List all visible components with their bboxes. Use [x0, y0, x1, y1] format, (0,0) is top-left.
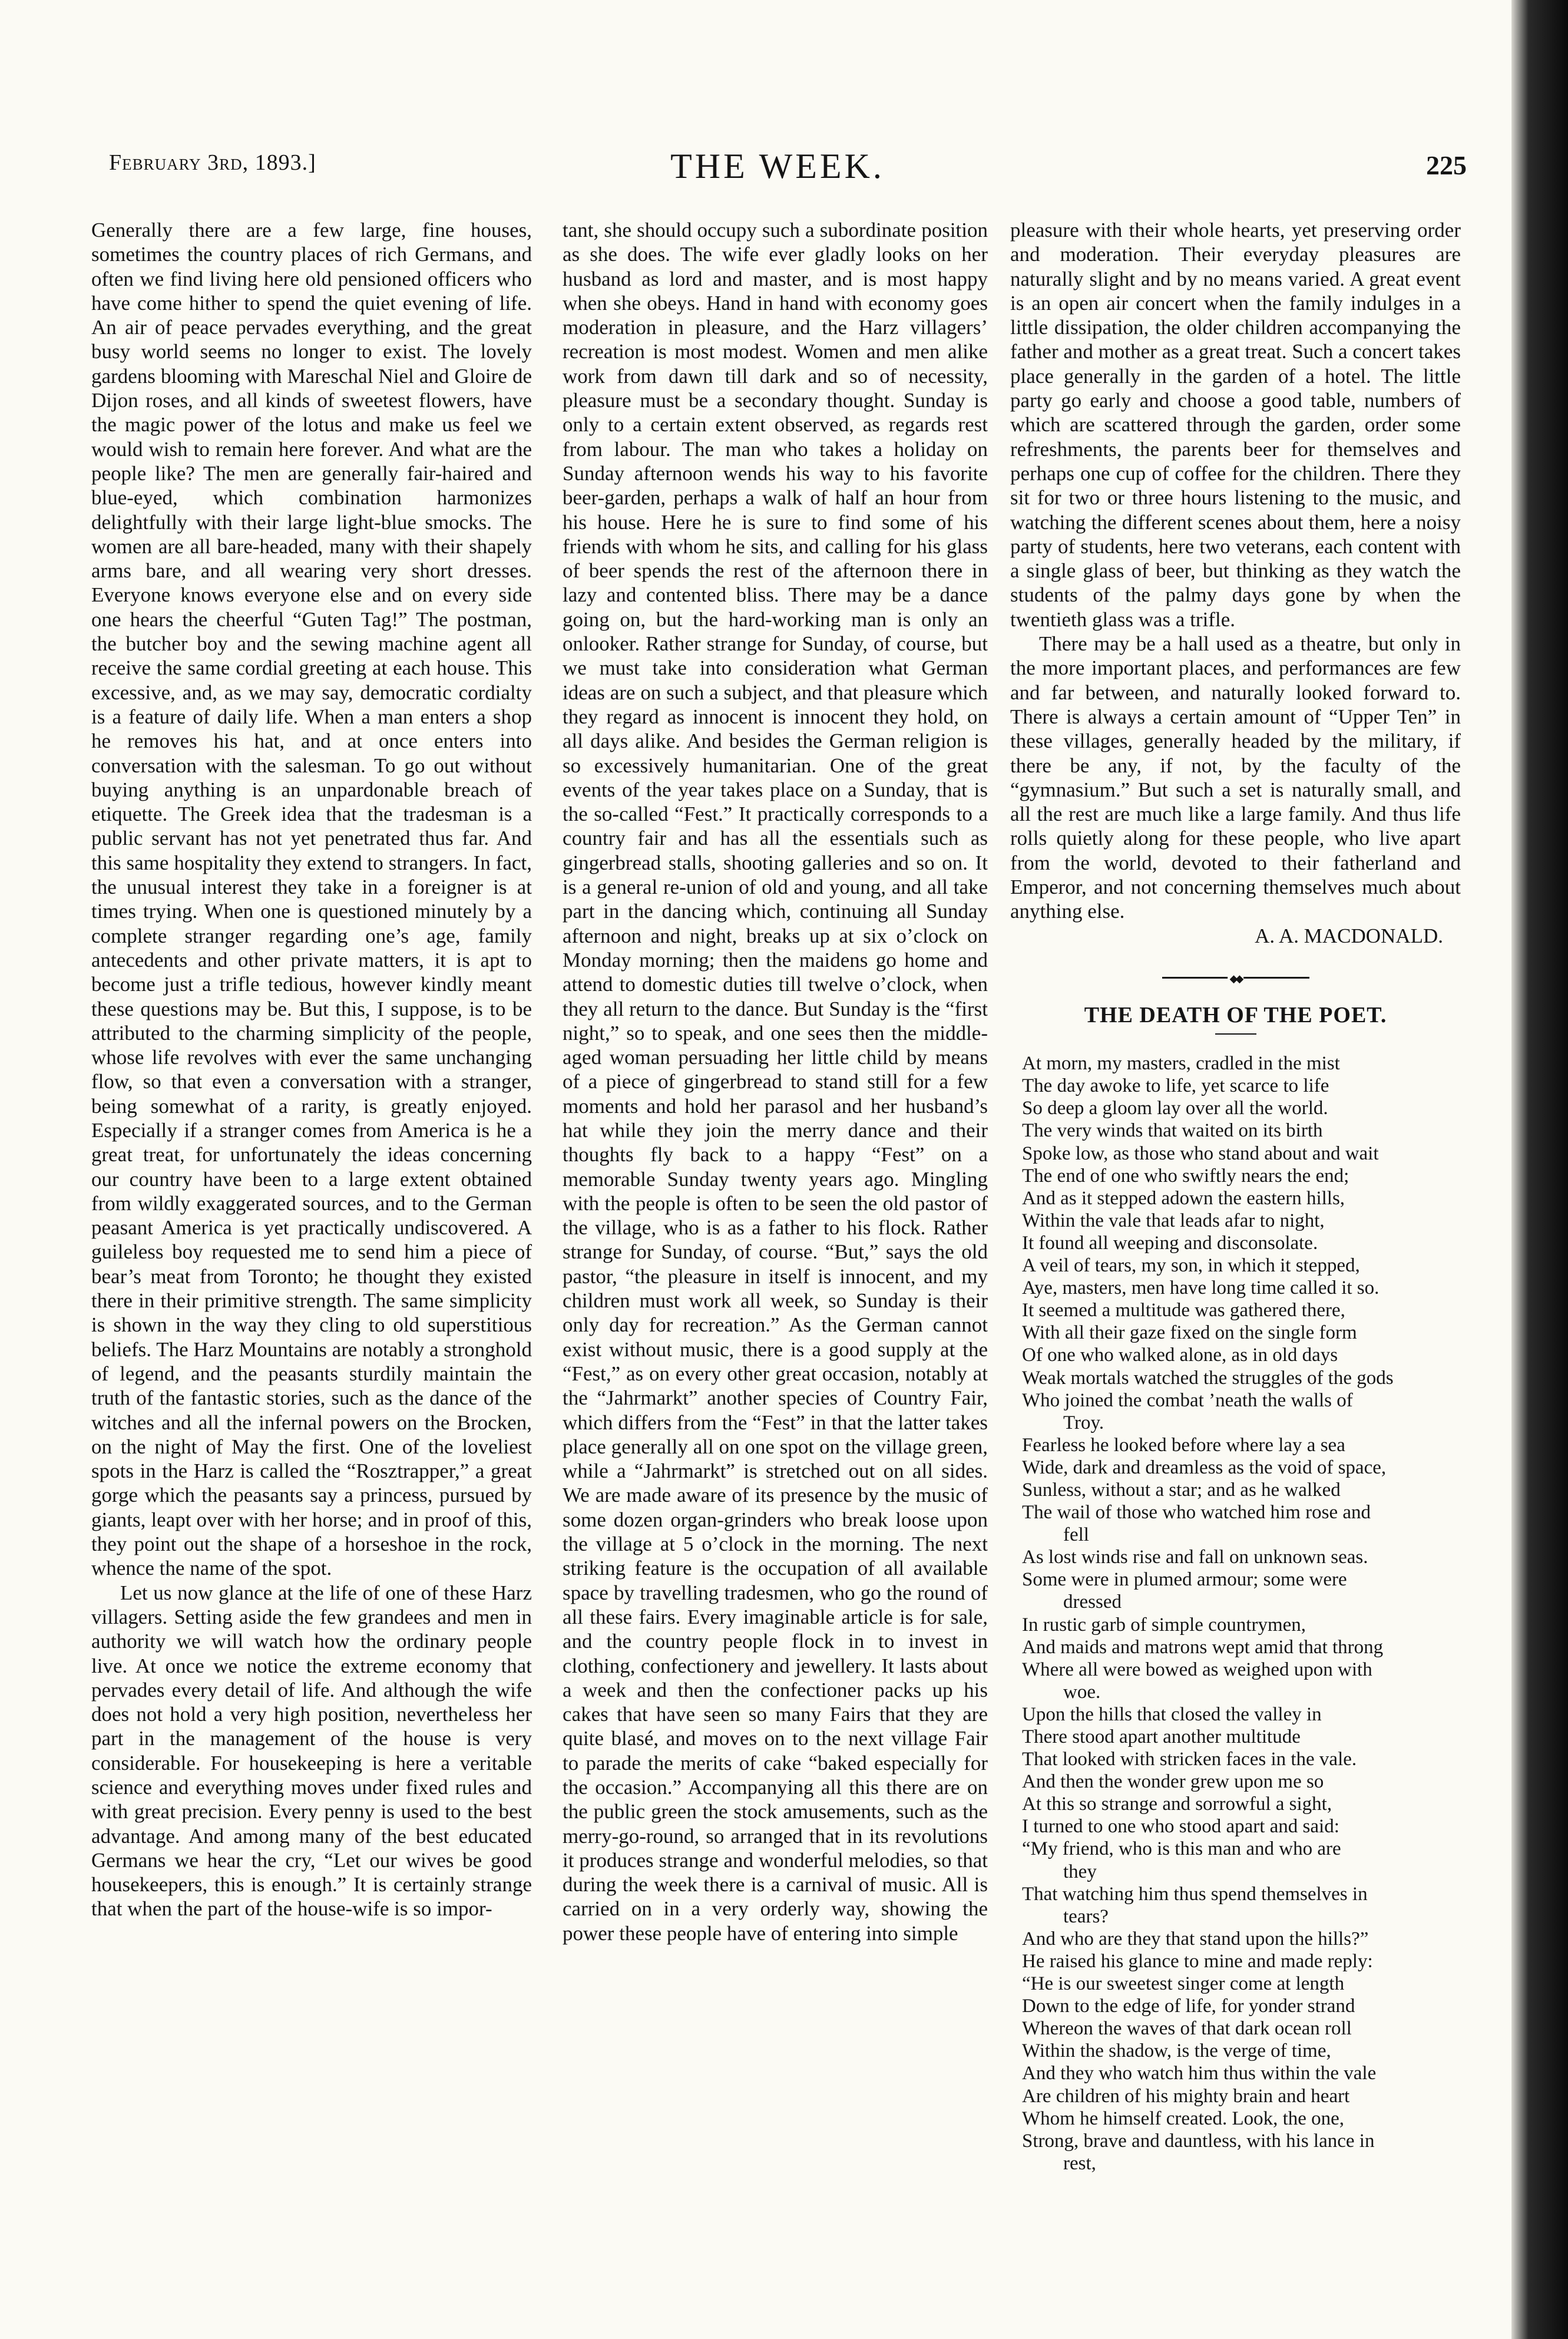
- poem-line: I turned to one who stood apart and said:: [1022, 1816, 1339, 1838]
- poem-line: Down to the edge of life, for yonder strand: [1022, 1996, 1355, 2017]
- poem-line: In rustic garb of simple countrymen,: [1022, 1614, 1306, 1636]
- poem-line: Within the vale that leads afar to night,: [1022, 1210, 1325, 1231]
- poem-line: Who joined the combat ’neath the walls of: [1022, 1389, 1353, 1411]
- column-2: [563, 218, 988, 1945]
- poem-line: That watching him thus spend themselves in: [1022, 1883, 1368, 1905]
- page-header: [88, 141, 1467, 194]
- poem-line: A veil of tears, my son, in which it stepped,: [1022, 1255, 1360, 1277]
- poem-line: And maids and matrons wept amid that throng: [1022, 1636, 1384, 1658]
- poem-line: And who are they that stand upon the hills?”: [1022, 1928, 1369, 1950]
- poem-line: Spoke low, as those who stand about and wait: [1022, 1142, 1379, 1164]
- poem-line: “My friend, who is this man and who are: [1022, 1838, 1341, 1860]
- poem-line: Aye, masters, men have long time called it so.: [1022, 1277, 1380, 1299]
- poem-line: Within the shadow, is the verge of time,: [1022, 2040, 1331, 2062]
- poem-line: He raised his glance to mine and made reply:: [1022, 1950, 1373, 1972]
- column-1: [91, 218, 532, 1921]
- paragraph: Generally there are a few large, fine houses, sometimes the country places of rich Germans, and often we find living here old pensioned officers who have come hither to spend the quiet evening of life. An air of peace pervades everything, and the great busy world seems no longer to exist. The lovely gardens blooming with Mareschal Niel and Gloire de Dijon roses, and all kinds of sweetest flowers, have the magic power of the lotus and make us feel we would wish to remain here forever. And what are the people like? The men are generally fair-haired and blue-eyed, which combination harmonizes delightfully with their large light-blue smocks. The women are all bare-headed, many with their shapely arms bare, and all wearing very short dresses. Everyone knows everyone else and on every side one hears the cheerful “Guten Tag!” The postman, the butcher boy and the sewing machine agent all receive the same cordial greeting at each house. This excessive, and, as we may say, democratic cordialty is a feature of daily life. When a man enters a shop he removes his hat, and at once enters into conversation with the salesman. To go out without buying anything is an unpardonable breach of etiquette. The Greek idea that the tradesman is a public servant has not yet penetrated thus far. And this same hospitality they extend to strangers. In fact, the unusual interest they take in a foreigner is at times trying. When one is questioned minutely by a complete stranger regarding one’s age, family antecedents and other private matters, it is apt to become just a trifle tedious, however kindly meant these questions may be. But this, I suppose, is to be attributed to the charming simplicity of the people, whose life revolves with ever the same unchanging flow, so that even a conversation with a stranger, being somewhat of a rarity, is greatly enjoyed. Especially if a stranger comes from America is he a great treat, for unfortunately the ideas concerning our country have been to a large extent obtained from wildly exaggerated sources, and to the German peasant America is yet practically undiscovered. A guileless boy requested me to send him a piece of bear’s meat from Toronto; he thought they existed there in their primitive strength. The same simplicity is shown in the way they cling to old superstitious beliefs. The Harz Mountains are notably a stronghold of legend, and the peasants sturdily maintain the truth of the fantastic stories, such as the dance of the witches and all the infernal powers on the Brocken, on the night of May the first. One of the loveliest spots in the Harz is called the “Rosztrapper,” a great gorge which the peasants say a princess, pursued by giants, leapt over with her horse; and in proof of this, they point out the shape of a horseshoe in the rock, whence the name of the spot.: [91, 219, 532, 1580]
- poem-line: “He is our sweetest singer come at length: [1022, 1973, 1345, 1995]
- poem-line: rest,: [1063, 2152, 1096, 2174]
- poem-line: Of one who walked alone, as in old days: [1022, 1344, 1338, 1366]
- poem-line: The very winds that waited on its birth: [1022, 1120, 1323, 1142]
- poem-line: Some were in plumed armour; some were: [1022, 1569, 1347, 1591]
- poem-line: And then the wonder grew upon me so: [1022, 1771, 1324, 1793]
- poem-line: There stood apart another multitude: [1022, 1726, 1301, 1748]
- poem-line: dressed: [1063, 1591, 1122, 1613]
- poem-line: Weak mortals watched the struggles of the gods: [1022, 1367, 1394, 1389]
- title-rule: [1215, 1033, 1256, 1035]
- poem-line: Are children of his mighty brain and heart: [1022, 2085, 1350, 2107]
- issue-date: February 3rd, 1893.]: [109, 150, 316, 175]
- poem-line: It seemed a multitude was gathered there,: [1022, 1300, 1345, 1322]
- poem-line: As lost winds rise and fall on unknown seas.: [1022, 1547, 1368, 1568]
- poem-line: The day awoke to life, yet scarce to life: [1022, 1075, 1329, 1097]
- paragraph: Let us now glance at the life of one of these Harz villagers. Setting aside the few grandees and men in authority we will watch how the ordinary people live. At once we notice the extreme economy that pervades every detail of life. And although the wife does not hold a very high position, nevertheless her part in the management of the house is very considerable. For housekeeping is here a veritable science and everything moves under fixed rules and with great precision. Every penny is used to the best advantage. And among many of the best educated Germans we hear the cry, “Let our wives be good housekeepers, this is enough.” It is certainly strange that when the part of the house-wife is so impor-: [91, 1581, 532, 1921]
- paragraph: tant, she should occupy such a subordinate position as she does. The wife ever gladly looks on her husband as lord and master, and is most happy when she obeys. Hand in hand with economy goes moderation in pleasure, and the Harz villagers’ recreation is most modest. Women and men alike work from dawn till dark and so of necessity, pleasure must be a secondary thought. Sunday is only to a certain extent observed, as regards rest from labour. The man who takes a holiday on Sunday afternoon wends his way to his favorite beer-garden, perhaps a walk of half an hour from his house. Here he is sure to find some of his friends with whom he sits, and calling for his glass of beer spends the rest of the afternoon there in lazy and contented bliss. There may be a dance going on, but the hard-working man is only an onlooker. Rather strange for Sunday, of course, but we must take into consideration what German ideas are on such a subject, and that pleasure which they regard as innocent is innocent they hold, on all days alike. And besides the German religion is so excessively humanitarian. One of the great events of the year takes place on a Sunday, that is the so-called “Fest.” It practically corresponds to a country fair and has all the essentials such as gingerbread stalls, shooting galleries and so on. It is a general re-union of old and young, and all take part in the dancing which, continuing all Sunday afternoon and night, breaks up at six o’clock on Monday morning; then the maidens go home and attend to domestic duties till twelve o’clock, when they all return to the dance. But Sunday is the “first night,” so to speak, and one sees then the middle-aged woman persuading her little child by means of a piece of gingerbread to stand still for a few moments and hold her parasol and her husband’s hat while they join the merry dance and their thoughts fly back to a happy “Fest” on a memorable Sunday twenty years ago. Mingling with the people is often to be seen the old pastor of the village, who is as a father to his flock. Rather strange for Sunday, of course. “But,” says the old pastor, “the pleasure in itself is innocent, and my children must work all week, so Sunday is their only day for recreation.” As the German cannot exist without music, there is a good supply at the “Fest,” as on every other great occasion, notably at the “Jahrmarkt” another species of Country Fair, which differs from the “Fest” in that the latter takes place generally all on one spot on the village green, while a “Jahrmarkt” is stretched out on all sides. We are made aware of its presence by the music of some dozen organ-grinders who break loose upon the village at 5 o’clock in the morning. The next striking feature is the occupation of all available space by travelling tradesmen, who go the round of all these fairs. Every imaginable article is for sale, and the country people flock in to invest in clothing, confectionery and jewellery. It lasts about a week and then the confectioner packs up his cakes that have seen so many Fairs that they are quite blasé, and moves on to the next village Fair to parade the merits of cake “baked especially for the occasion.” Accompanying all this there are on the public green the stock amusements, such as the merry-go-round, so arranged that in its revolutions it produces strange and wonderful melodies, so that during the week there is a carnival of music. All is carried on in a very orderly way, showing the power these people have of entering into simple: [563, 219, 988, 1945]
- page-edge-shadow: [1511, 0, 1568, 2339]
- paragraph: There may be a hall used as a theatre, but only in the more important places, and performances are few and far between, and naturally looked forward to. There is always a certain amount of “Upper Ten” in these villages, generally headed by the military, if there be any, if not, by the faculty of the “gymnasium.” But such a set is naturally small, and all the rest are much like a large family. And thus life rolls quietly along for these people, who live apart from the world, devoted to their fatherland and Emperor, and not concerning themselves much about anything else.: [1010, 632, 1461, 923]
- poem-line: Wide, dark and dreamless as the void of space,: [1022, 1456, 1387, 1478]
- poem-line: Sunless, without a star; and as he walked: [1022, 1479, 1341, 1501]
- poem-line: tears?: [1063, 1905, 1109, 1927]
- poem-line: woe.: [1063, 1681, 1101, 1703]
- paragraph: pleasure with their whole hearts, yet preserving order and moderation. Their everyday pleasures are naturally slight and by no means varied. A great event is an open air concert when the family indulges in a little dissipation, the older children accompanying the father and mother as a great treat. Such a concert takes place generally in the garden of a hotel. The little party go early and choose a good table, numbers of which are scattered through the garden, order some refreshments, the parents beer for themselves and perhaps one cup of coffee for the children. There they sit for two or three hours listening to the music, and watching the different scenes about them, here a noisy party of students, here two veterans, each content with a single glass of beer, but thinking as they watch the students of the palmy days gone by when the twentieth glass was a trifle.: [1010, 219, 1461, 631]
- poem-line: The end of one who swiftly nears the end;: [1022, 1165, 1349, 1187]
- poem-line: At morn, my masters, cradled in the mist: [1022, 1053, 1340, 1075]
- poem-line: Troy.: [1063, 1412, 1104, 1433]
- poem-line: Upon the hills that closed the valley in: [1022, 1703, 1322, 1725]
- poem-body: [1010, 1052, 1461, 2175]
- poem-line: Where all were bowed as weighed upon with: [1022, 1659, 1372, 1680]
- poem-line: Fearless he looked before where lay a sea: [1022, 1434, 1345, 1456]
- poem-line: they: [1063, 1861, 1097, 1882]
- poem-line: Whom he himself created. Look, the one,: [1022, 2107, 1345, 2129]
- page-number: 225: [1426, 150, 1467, 180]
- column-3: [1010, 218, 1461, 2175]
- poem-line: That looked with stricken faces in the vale.: [1022, 1749, 1357, 1770]
- poem-line: So deep a gloom lay over all the world.: [1022, 1098, 1328, 1119]
- poem-line: At this so strange and sorrowful a sight,: [1022, 1793, 1332, 1815]
- poem-line: It found all weeping and disconsolate.: [1022, 1232, 1318, 1254]
- masthead: THE WEEK.: [670, 147, 885, 186]
- poem-title: THE DEATH OF THE POET.: [1084, 1002, 1387, 1028]
- author-signature: A. A. MACDONALD.: [1255, 924, 1443, 947]
- section-divider: [1162, 975, 1309, 980]
- poem-line: And they who watch him thus within the vale: [1022, 2063, 1377, 2084]
- poem-line: Whereon the waves of that dark ocean roll: [1022, 2018, 1352, 2040]
- poem-line: Strong, brave and dauntless, with his lance in: [1022, 2130, 1375, 2152]
- poem-line: fell: [1063, 1524, 1089, 1546]
- poem-line: The wail of those who watched him rose and: [1022, 1502, 1371, 1524]
- poem-line: And as it stepped adown the eastern hills,: [1022, 1187, 1345, 1209]
- poem-line: With all their gaze fixed on the single form: [1022, 1322, 1357, 1344]
